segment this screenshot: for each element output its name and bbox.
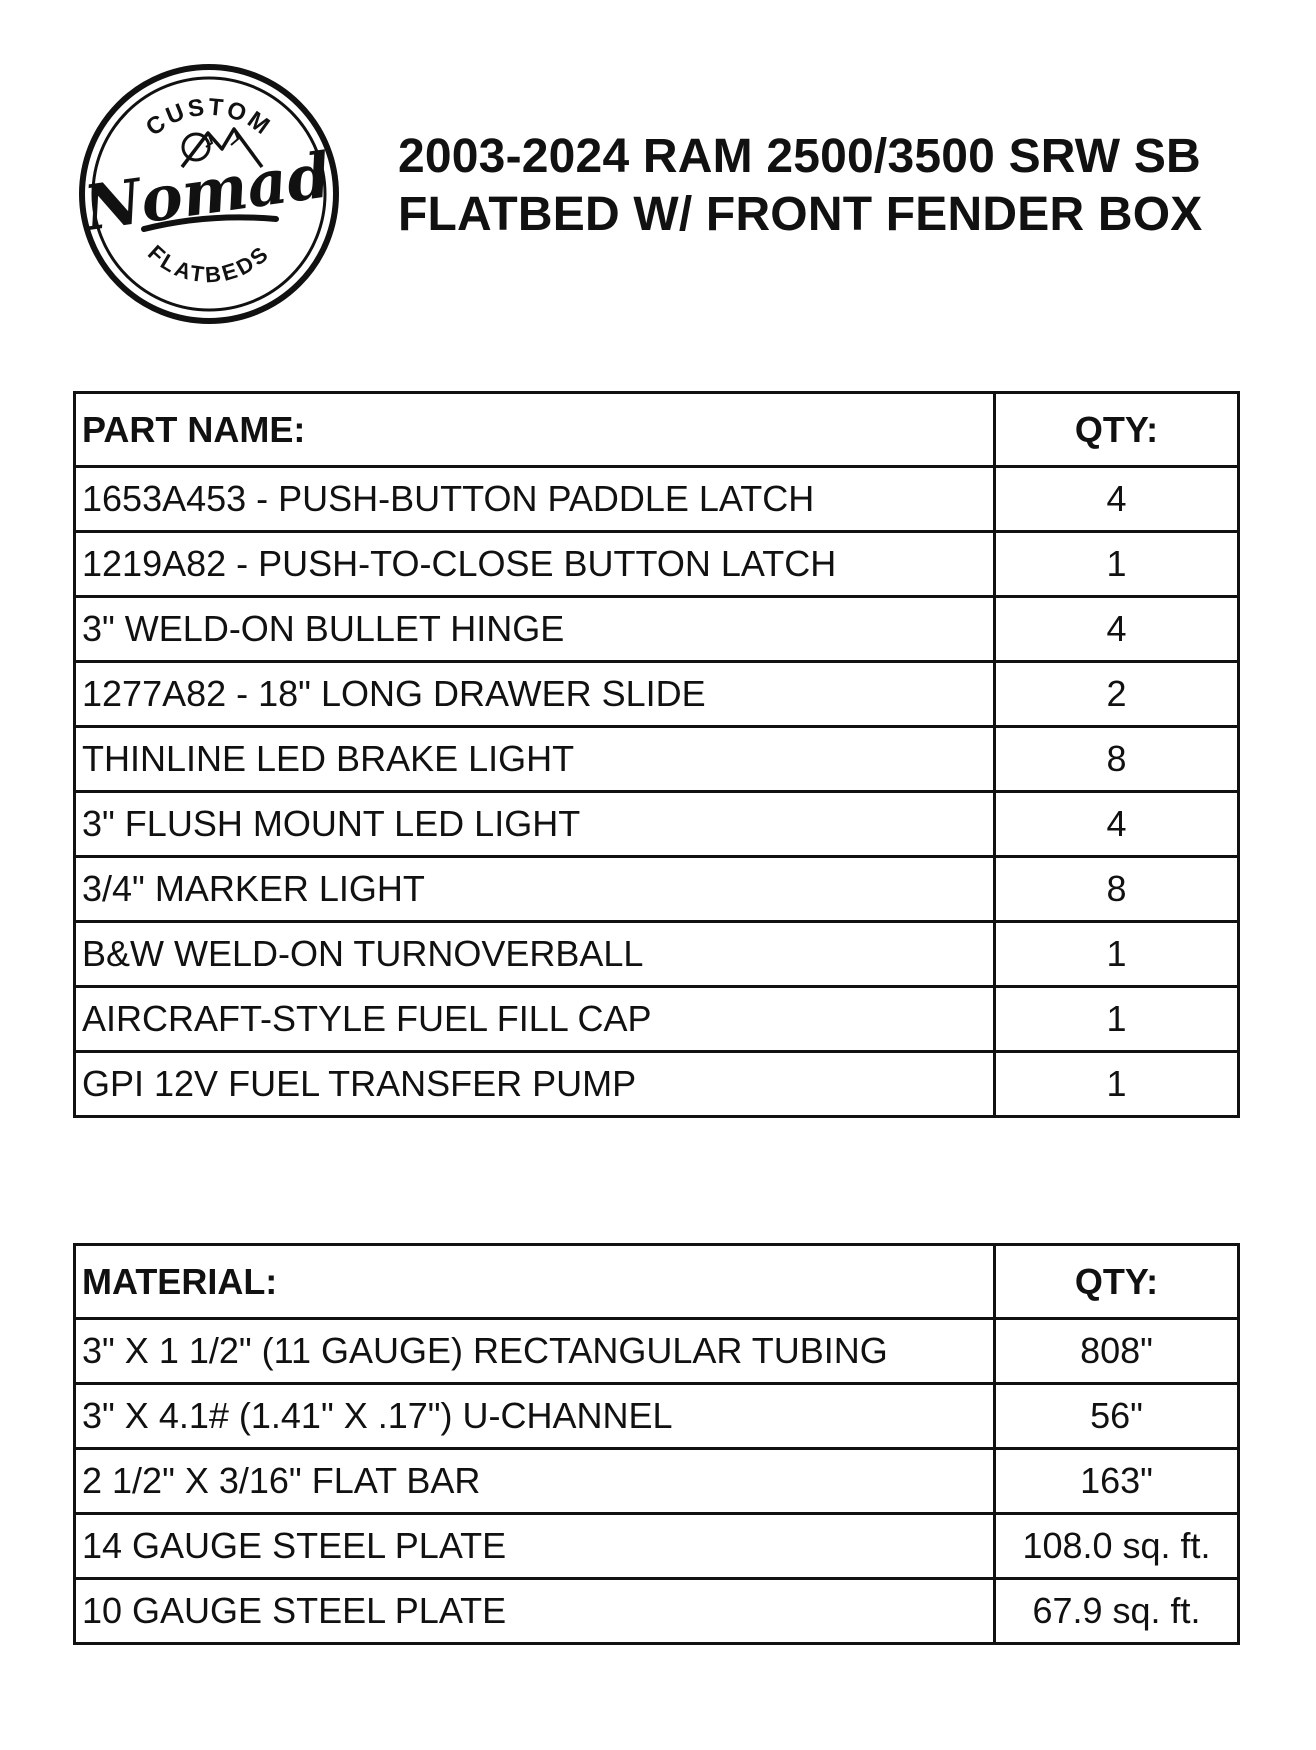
- part-qty: 1: [995, 987, 1239, 1052]
- brand-logo: [78, 63, 340, 325]
- part-name: THINLINE LED BRAKE LIGHT: [75, 727, 995, 792]
- part-qty: 1: [995, 532, 1239, 597]
- material-qty: 108.0 sq. ft.: [995, 1514, 1239, 1579]
- table-row: [75, 1052, 1239, 1117]
- logo-bottom-text: FLATBEDS: [143, 239, 275, 288]
- table-row: [75, 1384, 1239, 1449]
- part-qty: 2: [995, 662, 1239, 727]
- table-row: [75, 1319, 1239, 1384]
- part-qty: 4: [995, 467, 1239, 532]
- material-name: 10 GAUGE STEEL PLATE: [75, 1579, 995, 1644]
- material-qty: 67.9 sq. ft.: [995, 1579, 1239, 1644]
- part-name: B&W WELD-ON TURNOVERBALL: [75, 922, 995, 987]
- table-row: [75, 987, 1239, 1052]
- materials-table: [73, 1243, 1240, 1645]
- svg-text:FLATBEDS: [143, 240, 275, 288]
- table-row: [75, 922, 1239, 987]
- logo-brand-text: Nomad: [79, 138, 335, 245]
- table-row: [75, 662, 1239, 727]
- material-qty: 56": [995, 1384, 1239, 1449]
- nomad-logo-badge: [78, 63, 340, 325]
- parts-table: [73, 391, 1240, 1118]
- part-qty: 8: [995, 727, 1239, 792]
- title-line-2: FLATBED W/ FRONT FENDER BOX: [398, 188, 1203, 241]
- table-row: [75, 727, 1239, 792]
- part-name: 1653A453 - PUSH-BUTTON PADDLE LATCH: [75, 467, 995, 532]
- part-name: 3/4" MARKER LIGHT: [75, 857, 995, 922]
- logo-top-text: CUSTOM: [140, 93, 277, 142]
- table-row: [75, 467, 1239, 532]
- table-header-row: [75, 1245, 1239, 1319]
- part-name: 1219A82 - PUSH-TO-CLOSE BUTTON LATCH: [75, 532, 995, 597]
- table-row: [75, 792, 1239, 857]
- part-name: 3" WELD-ON BULLET HINGE: [75, 597, 995, 662]
- table-header-row: [75, 393, 1239, 467]
- part-qty: 8: [995, 857, 1239, 922]
- material-qty: 163": [995, 1449, 1239, 1514]
- material-name: 14 GAUGE STEEL PLATE: [75, 1514, 995, 1579]
- table-row: [75, 857, 1239, 922]
- part-qty: 4: [995, 597, 1239, 662]
- part-name: GPI 12V FUEL TRANSFER PUMP: [75, 1052, 995, 1117]
- material-name: 3" X 4.1# (1.41" X .17") U-CHANNEL: [75, 1384, 995, 1449]
- part-name: 1277A82 - 18" LONG DRAWER SLIDE: [75, 662, 995, 727]
- column-header-qty: QTY:: [995, 393, 1239, 467]
- table-row: [75, 1449, 1239, 1514]
- title-line-1: 2003-2024 RAM 2500/3500 SRW SB: [398, 130, 1201, 183]
- table-row: [75, 1579, 1239, 1644]
- material-name: 3" X 1 1/2" (11 GAUGE) RECTANGULAR TUBING: [75, 1319, 995, 1384]
- page-title: [398, 128, 1278, 244]
- material-name: 2 1/2" X 3/16" FLAT BAR: [75, 1449, 995, 1514]
- column-header-qty: QTY:: [995, 1245, 1239, 1319]
- column-header-material: MATERIAL:: [75, 1245, 995, 1319]
- part-name: AIRCRAFT-STYLE FUEL FILL CAP: [75, 987, 995, 1052]
- material-qty: 808": [995, 1319, 1239, 1384]
- part-qty: 1: [995, 1052, 1239, 1117]
- part-name: 3" FLUSH MOUNT LED LIGHT: [75, 792, 995, 857]
- part-qty: 1: [995, 922, 1239, 987]
- column-header-part-name: PART NAME:: [75, 393, 995, 467]
- part-qty: 4: [995, 792, 1239, 857]
- table-row: [75, 532, 1239, 597]
- table-row: [75, 597, 1239, 662]
- table-row: [75, 1514, 1239, 1579]
